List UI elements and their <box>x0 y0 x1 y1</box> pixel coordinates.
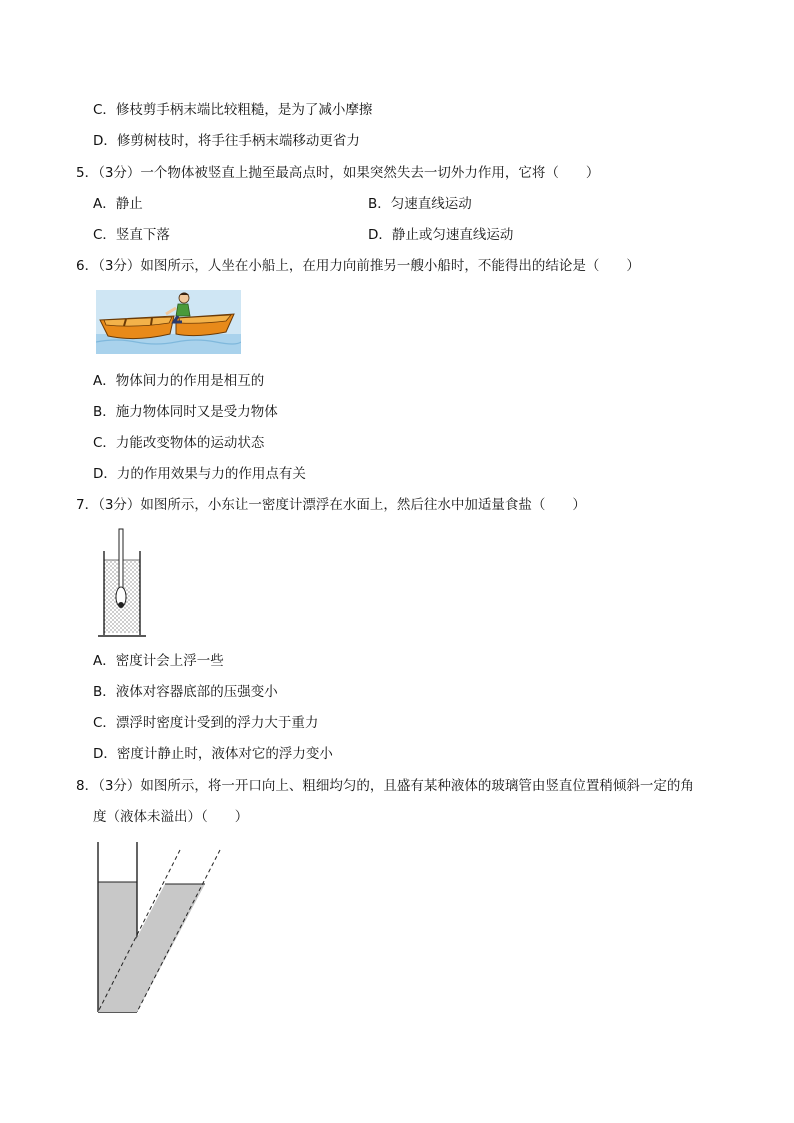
hydrometer-figure <box>96 527 146 642</box>
q5-option-a: A．静止 <box>93 196 143 212</box>
tube-figure <box>92 838 227 1016</box>
q6-stem: 6．（3分）如图所示，人坐在小船上，在用力向前推另一艘小船时，不能得出的结论是（ ） <box>76 258 640 274</box>
q4-option-d: D．修剪树枝时，将手往手柄末端移动更省力 <box>93 133 360 149</box>
q7-stem: 7．（3分）如图所示，小东让一密度计漂浮在水面上，然后往水中加适量食盐（ ） <box>76 497 586 513</box>
q7-option-a: A．密度计会上浮一些 <box>93 653 224 669</box>
q8-stem-line1: 8．（3分）如图所示，将一开口向上、粗细均匀的，且盛有某种液体的玻璃管由竖直位置稍倾斜一定的角 <box>76 778 694 794</box>
q5-option-c: C．竖直下落 <box>93 227 170 243</box>
q4-option-c: C．修枝剪手柄末端比较粗糙，是为了减小摩擦 <box>93 102 373 118</box>
q5-option-b: B．匀速直线运动 <box>368 196 472 212</box>
q6-option-c: C．力能改变物体的运动状态 <box>93 435 265 451</box>
q7-option-c: C．漂浮时密度计受到的浮力大于重力 <box>93 715 319 731</box>
q5-stem: 5．（3分）一个物体被竖直上抛至最高点时，如果突然失去一切外力作用，它将（ ） <box>76 165 600 181</box>
q6-option-b: B．施力物体同时又是受力物体 <box>93 404 278 420</box>
q5-option-d: D．静止或匀速直线运动 <box>368 227 514 243</box>
q6-option-d: D．力的作用效果与力的作用点有关 <box>93 466 306 482</box>
boat-figure <box>96 290 241 354</box>
q7-option-d: D．密度计静止时，液体对它的浮力变小 <box>93 746 333 762</box>
q8-stem-line2: 度（液体未溢出）（ ） <box>93 809 249 825</box>
q6-option-a: A．物体间力的作用是相互的 <box>93 373 265 389</box>
q7-option-b: B．液体对容器底部的压强变小 <box>93 684 278 700</box>
